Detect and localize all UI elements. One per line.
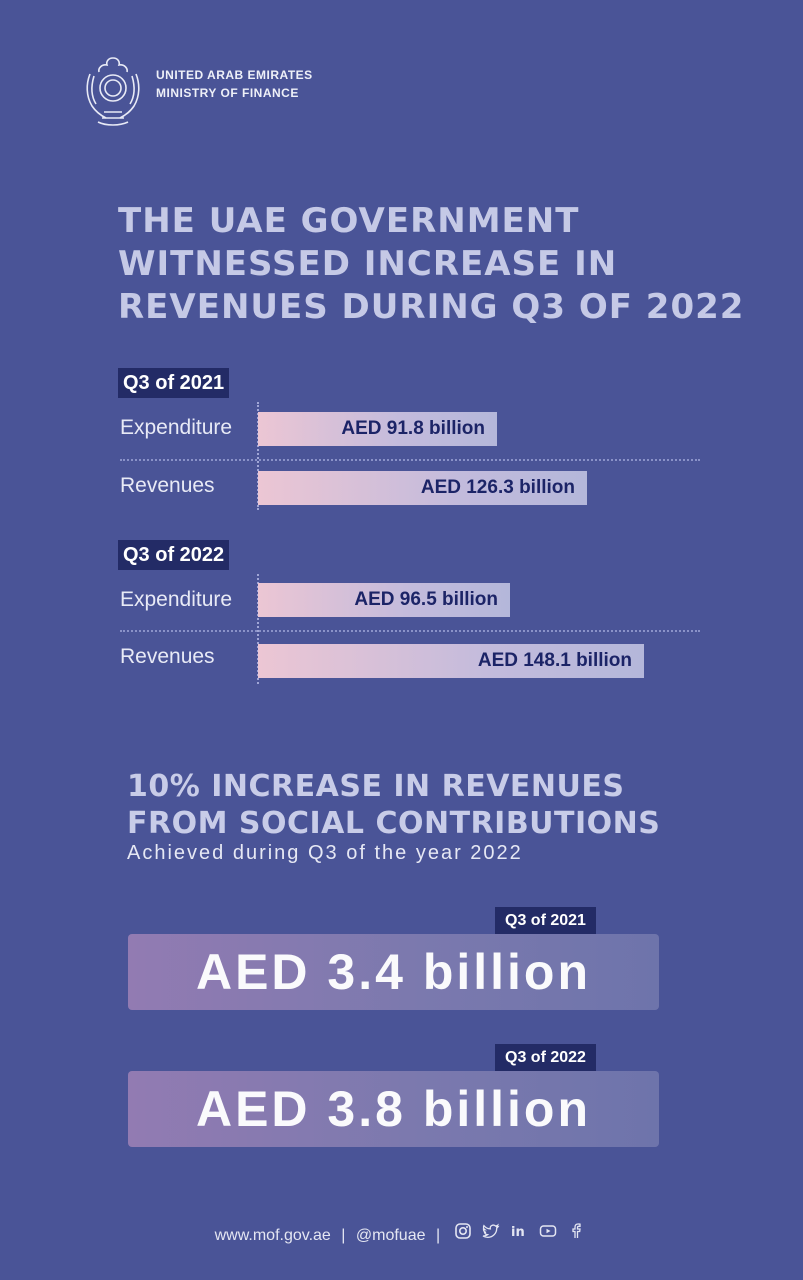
- revenues-label-2022: Revenues: [120, 645, 215, 668]
- social-value-box-2022: [128, 1071, 659, 1147]
- revenues-bar-2022: [258, 644, 644, 678]
- social-heading-line-2: FROM SOCIAL CONTRIBUTIONS: [127, 806, 661, 841]
- social-subheading: Achieved during Q3 of the year 2022: [127, 842, 523, 864]
- expenditure-bar-2021: [258, 412, 497, 446]
- uae-emblem-logo: [80, 50, 146, 130]
- expenditure-value-2021: AED 91.8 billion: [341, 418, 485, 439]
- revenues-value-2022: AED 148.1 billion: [477, 650, 632, 671]
- expenditure-label-2022: Expenditure: [120, 588, 233, 611]
- revenues-bar-2021: [258, 471, 587, 505]
- social-period-tag-2022: Q3 of 2022: [495, 1044, 596, 1072]
- period-tag-2021: Q3 of 2021: [118, 368, 229, 398]
- title-line-3: REVENUES DURING Q3 OF 2022: [118, 287, 745, 327]
- footer-separator: |: [435, 1226, 441, 1244]
- org-line-2: MINISTRY OF FINANCE: [156, 86, 299, 100]
- footer: [0, 1222, 803, 1245]
- social-handle[interactable]: @mofuae: [355, 1226, 426, 1244]
- social-contributions-heading: [127, 768, 787, 842]
- facebook-icon[interactable]: [567, 1222, 585, 1240]
- svg-text:in: in: [511, 1225, 526, 1240]
- title-line-2: WITNESSED INCREASE IN: [118, 244, 618, 284]
- expenditure-bar-2022: [258, 583, 510, 617]
- social-value-2022: AED 3.8 billion: [195, 1081, 592, 1137]
- revenues-value-2021: AED 126.3 billion: [420, 477, 575, 498]
- row-divider-2021: [120, 459, 700, 461]
- website-link[interactable]: www.mof.gov.ae: [214, 1226, 331, 1244]
- revenues-label-2021: Revenues: [120, 474, 215, 497]
- organization-name: [156, 66, 313, 102]
- youtube-icon[interactable]: [539, 1222, 557, 1240]
- social-period-tag-2021: Q3 of 2021: [495, 907, 596, 935]
- instagram-icon[interactable]: [454, 1222, 472, 1240]
- linkedin-icon[interactable]: [510, 1222, 528, 1240]
- expenditure-label-2021: Expenditure: [120, 416, 233, 439]
- social-heading-line-1: 10% INCREASE IN REVENUES: [127, 769, 625, 804]
- social-value-box-2021: [128, 934, 659, 1010]
- row-divider-2022: [120, 630, 700, 632]
- twitter-icon[interactable]: [482, 1222, 500, 1240]
- period-tag-2022: Q3 of 2022: [118, 540, 229, 570]
- expenditure-value-2022: AED 96.5 billion: [354, 589, 498, 610]
- footer-separator: |: [341, 1226, 346, 1244]
- title-line-1: THE UAE GOVERNMENT: [118, 201, 580, 241]
- social-value-2021: AED 3.4 billion: [195, 944, 592, 1000]
- org-line-1: UNITED ARAB EMIRATES: [156, 68, 313, 82]
- page-title: [118, 200, 758, 329]
